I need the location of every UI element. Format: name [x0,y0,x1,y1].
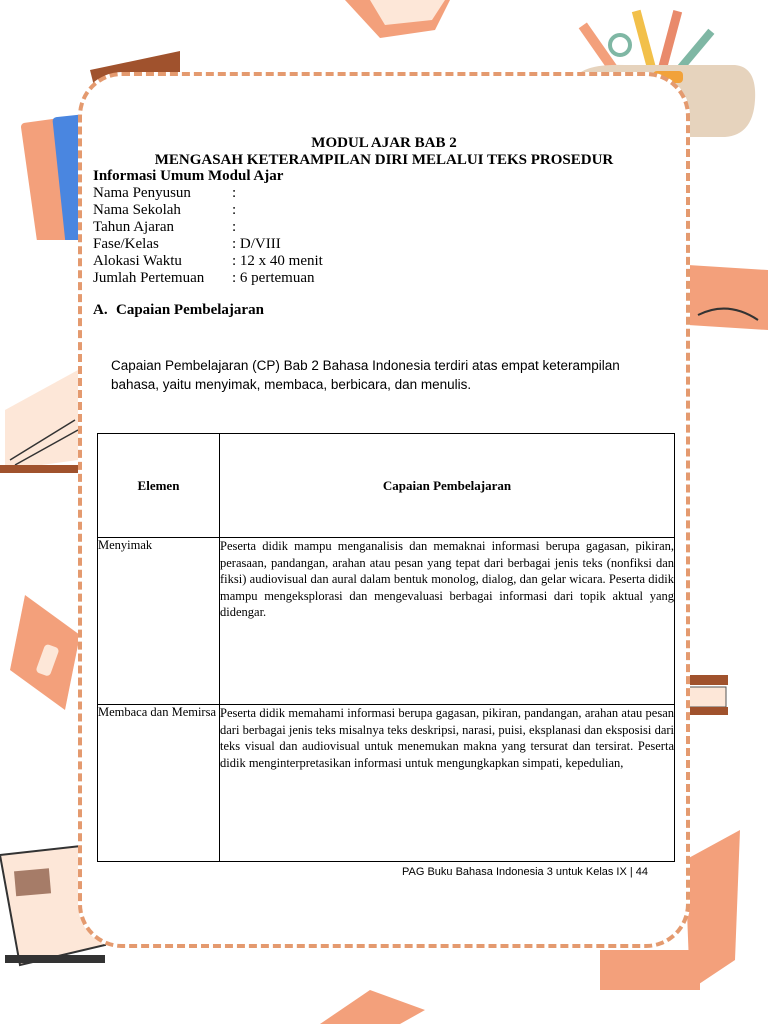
open-book-top-illustration [340,0,460,40]
info-value: : [232,219,237,235]
intro-paragraph: Capaian Pembelajaran (CP) Bab 2 Bahasa Indonesia terdiri atas empat keterampilan bahasa, yaitu menyimak, membaca, berbicara, dan menulis. [111,358,620,392]
info-label: Alokasi Waktu [93,253,182,269]
page-footer: PAG Buku Bahasa Indonesia 3 untuk Kelas IX | 44 [402,866,649,878]
book-bottom-illustration [310,990,430,1024]
general-info [93,168,323,287]
info-row [93,202,323,219]
info-label: Fase/Kelas [93,236,159,252]
section-number: A. [93,302,108,318]
info-value: : 12 x 40 menit [232,253,323,269]
info-row [93,185,323,202]
info-row [93,236,323,253]
section-title: Capaian Pembelajaran [116,302,264,318]
book-right-illustration [688,260,768,335]
cell-capaian: Peserta didik mampu menganalisis dan memaknai informasi berupa gagasan, pikiran, perasaan, pandangan, arahan atau pesan yang tepat dari berbagai jenis teks (nonfiksi dan fiksi) audiovisual dan aural dalam bentuk monolog, dialog, dan gelar wicara. Peserta didik mampu mengeksplorasi dan mengevaluasi berbagai informasi dari topik aktual yang didengar. [220,538,675,705]
info-label: Jumlah Pertemuan [93,270,205,286]
info-label: Nama Penyusun [93,185,191,201]
learning-outcomes-table [97,433,675,862]
cell-capaian: Peserta didik memahami informasi berupa gagasan, pikiran, pandangan, arahan atau pesan dari berbagai jenis teks misalnya teks deskripsi, narasi, puisi, eksplanasi dan eksposisi dari teks visual dan audiovisual untuk menemukan makna yang tersurat dan tersirat. Peserta didik menginterpretasikan informasi untuk mengungkapkan simpati, kepedulian, [220,705,675,862]
section-heading [93,302,264,319]
info-value: : D/VIII [232,236,281,252]
info-label: Nama Sekolah [93,202,181,218]
column-header-capaian: Capaian Pembelajaran [220,434,675,538]
info-heading: Informasi Umum Modul Ajar [93,168,284,184]
cell-elemen: Membaca dan Memirsa [98,705,220,862]
info-label: Tahun Ajaran [93,219,175,235]
info-row [93,270,323,287]
chapter-title: MENGASAH KETERAMPILAN DIRI MELALUI TEKS PROSEDUR [154,152,614,168]
info-row [93,253,323,270]
module-title: MODUL AJAR BAB 2 [311,135,457,151]
info-value: : [232,202,237,218]
cell-elemen: Menyimak [98,538,220,705]
book-left-middle-illustration [10,595,80,710]
open-book-left-illustration [0,360,80,475]
table-row [98,705,675,862]
info-value: : [232,185,237,201]
book-stack-right-illustration [688,665,733,725]
info-value: : 6 pertemuan [232,270,315,286]
table-row [98,538,675,705]
table-header-row [98,434,675,538]
column-header-elemen: Elemen [98,434,220,538]
info-row [93,219,323,236]
